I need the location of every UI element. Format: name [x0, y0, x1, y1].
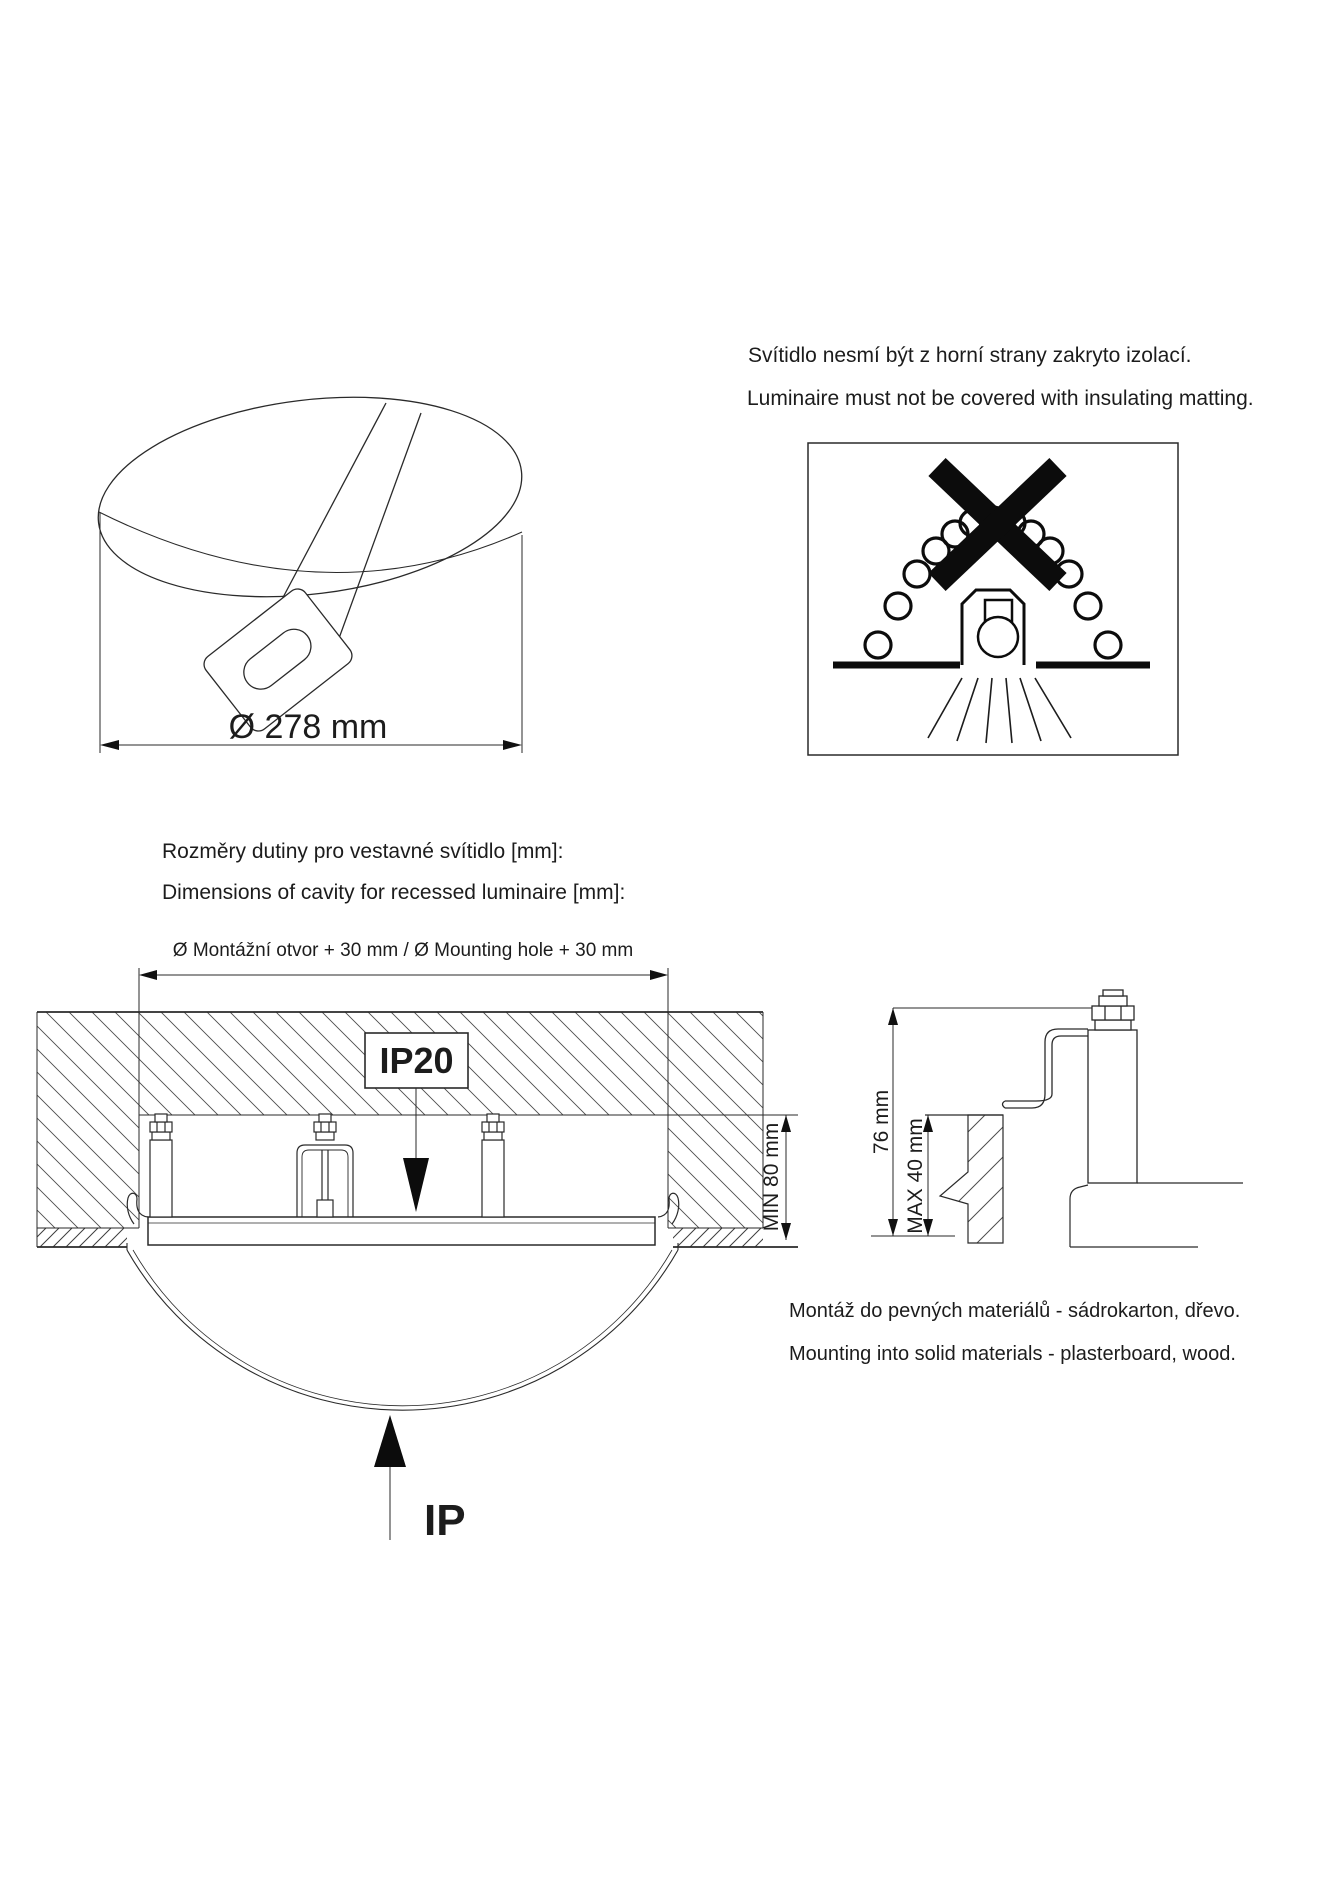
luminaire-body-edge [1070, 1183, 1243, 1247]
screw-post-right [482, 1114, 504, 1217]
plasterboard-block [940, 1115, 1003, 1243]
diameter-278-label: Ø 278 mm [228, 708, 388, 746]
screw-post-left [150, 1114, 172, 1217]
ip-label: IP [424, 1496, 466, 1545]
fixing-post [1088, 990, 1137, 1183]
cavity-title-cs: Rozměry dutiny pro vestavné svítidlo [mm]: [162, 840, 564, 863]
ip-arrow [374, 1415, 406, 1540]
height-76-label: 76 mm [870, 1089, 893, 1155]
mounting-note-en: Mounting into solid materials - plasterboard, wood. [789, 1343, 1236, 1365]
insulation-warning-pictogram [808, 443, 1178, 755]
max-40-label: MAX 40 mm [904, 1118, 927, 1234]
cavity-title-en: Dimensions of cavity for recessed luminaire [mm]: [162, 881, 626, 904]
centre-bracket [297, 1114, 353, 1217]
luminaire-pictogram [962, 590, 1024, 665]
insulation-warning-text-cs: Svítidlo nesmí být z horní strany zakryto izolací. [748, 344, 1192, 367]
light-rays [928, 678, 1071, 743]
insulation-warning-text-en: Luminaire must not be covered with insulating matting. [747, 387, 1254, 410]
spring-clip [1003, 1029, 1089, 1108]
ip20-arrow [403, 1158, 429, 1212]
mounting-note-cs: Montáž do pevných materiálů - sádrokarton, dřevo. [789, 1300, 1241, 1322]
mounting-hole-dim-label: Ø Montážní otvor + 30 mm / Ø Mounting hole + 30 mm [172, 940, 634, 961]
min-depth-label: MIN 80 mm [760, 1122, 783, 1232]
figure-luminaire-back [87, 375, 533, 753]
ip20-badge: IP20 [379, 1039, 454, 1081]
dome-diffuser [127, 1243, 678, 1410]
